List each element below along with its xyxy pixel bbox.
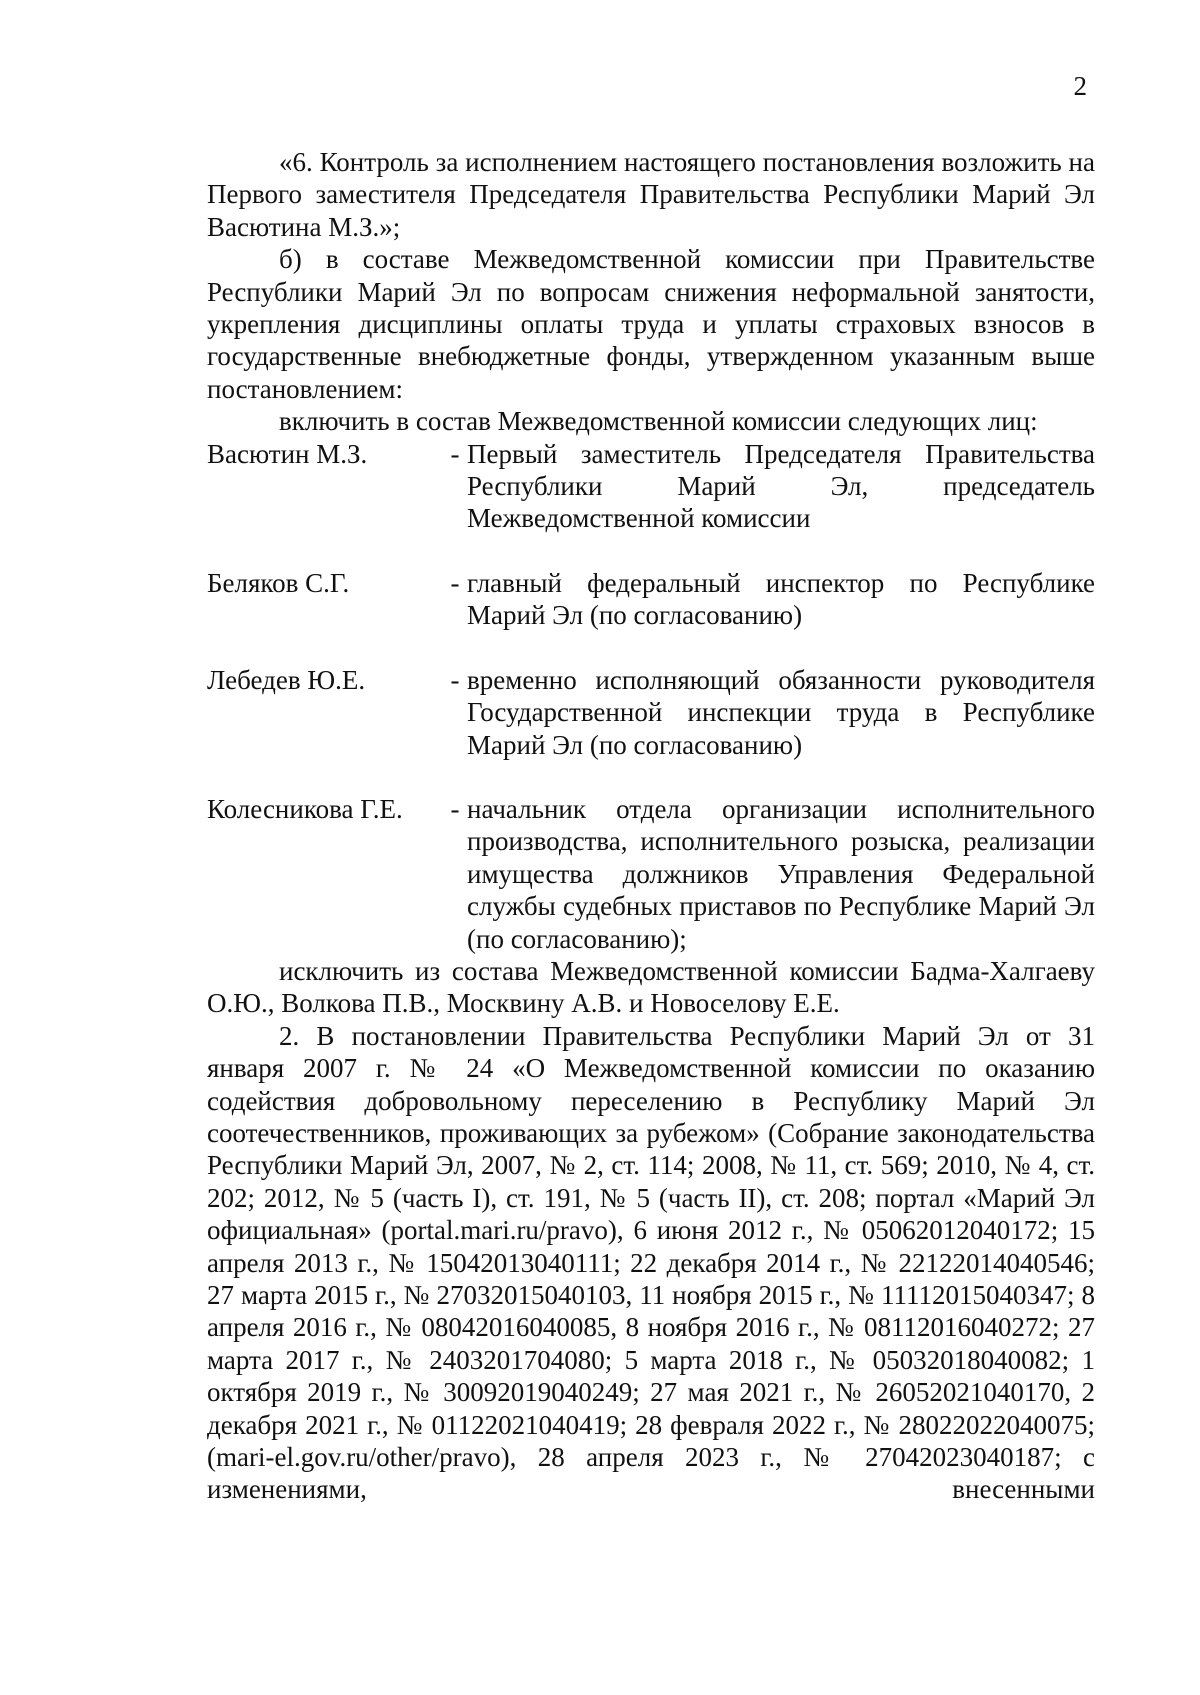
member-name: Беляков С.Г. [207, 567, 350, 598]
member-role: временно исполняющий обязанности руководителя Государственной инспекции труда в Республике Марий Эл (по согласованию) [467, 664, 1095, 760]
member-role: начальник отдела организации исполнительного производства, исполнительного розыска, реализации имущества должников Управления Федеральной службы судебных приставов по Республике Марий Эл (по согласованию); [467, 793, 1095, 954]
document-body [207, 146, 1095, 1506]
commission-members-list [207, 438, 1095, 955]
list-item [207, 438, 1095, 535]
member-name: Лебедев Ю.Е. [207, 664, 366, 695]
member-name: Васютин М.З. [207, 438, 368, 469]
member-role: Первый заместитель Председателя Правительства Республики Марий Эл, председатель Межведомственной комиссии [467, 438, 1095, 534]
paragraph-include-persons: включить в состав Межведомственной комиссии следующих лиц: [279, 406, 1038, 437]
paragraph-exclude-persons: исключить из состава Межведомственной комиссии Бадма-Халгаеву О.Ю., Волкова П.В., Москвину А.В. и Новоселову Е.Е. [207, 955, 1095, 1019]
member-dash: - [450, 567, 460, 598]
member-dash: - [450, 664, 460, 695]
member-dash: - [450, 438, 460, 469]
member-dash: - [450, 793, 460, 824]
list-item [207, 664, 1095, 761]
paragraph-commission-composition: б) в составе Межведомственной комиссии при Правительстве Республики Марий Эл по вопросам снижения неформальной занятости, укрепления дисциплины оплаты труда и уплаты страховых взносов в государственные внебюджетные фонды, утвержденном указанным выше постановлением: [207, 244, 1095, 404]
list-item [207, 793, 1095, 955]
list-item [207, 567, 1095, 632]
paragraph-control-clause: «6. Контроль за исполнением настоящего постановления возложить на Первого заместителя Председателя Правительства Республики Марий Эл Васютина М.З.»; [207, 147, 1095, 242]
member-name: Колесникова Г.Е. [207, 793, 403, 824]
paragraph-item-2: 2. В постановлении Правительства Республики Марий Эл от 31 января 2007 г. № 24 «О Межведомственной комиссии по оказанию содействия добровольному переселению в Республику Марий Эл соотечественников, проживающих за рубежом» (Собрание законодательства Республики Марий Эл, 2007, № 2, ст. 114; 2008, № 11, ст. 569; 2010, № 4, ст. 202; 2012, № 5 (часть I), ст. 191, № 5 (часть II), ст. 208; портал «Марий Эл официальная» (portal.mari.ru/pravo), 6 июня 2012 г., № 05062012040172; 15 апреля 2013 г., № 15042013040111; 22 декабря 2014 г., № 22122014040546; 27 марта 2015 г., № 27032015040103, 11 ноября 2015 г., № 11112015040347; 8 апреля 2016 г., № 08042016040085, 8 ноября 2016 г., № 08112016040272; 27 марта 2017 г., № 2403201704080; 5 марта 2018 г., № 05032018040082; 1 октября 2019 г., № 30092019040249; 27 мая 2021 г., № 26052021040170, 2 декабря 2021 г., № 01122021040419; 28 февраля 2022 г., № 28022022040075; (mari-el.gov.ru/other/pravo), 28 апреля 2023 г., № 27042023040187; с изменениями, внесенными [207, 1020, 1095, 1505]
page-number: 2 [1073, 71, 1087, 101]
member-role: главный федеральный инспектор по Республике Марий Эл (по согласованию) [467, 567, 1095, 631]
